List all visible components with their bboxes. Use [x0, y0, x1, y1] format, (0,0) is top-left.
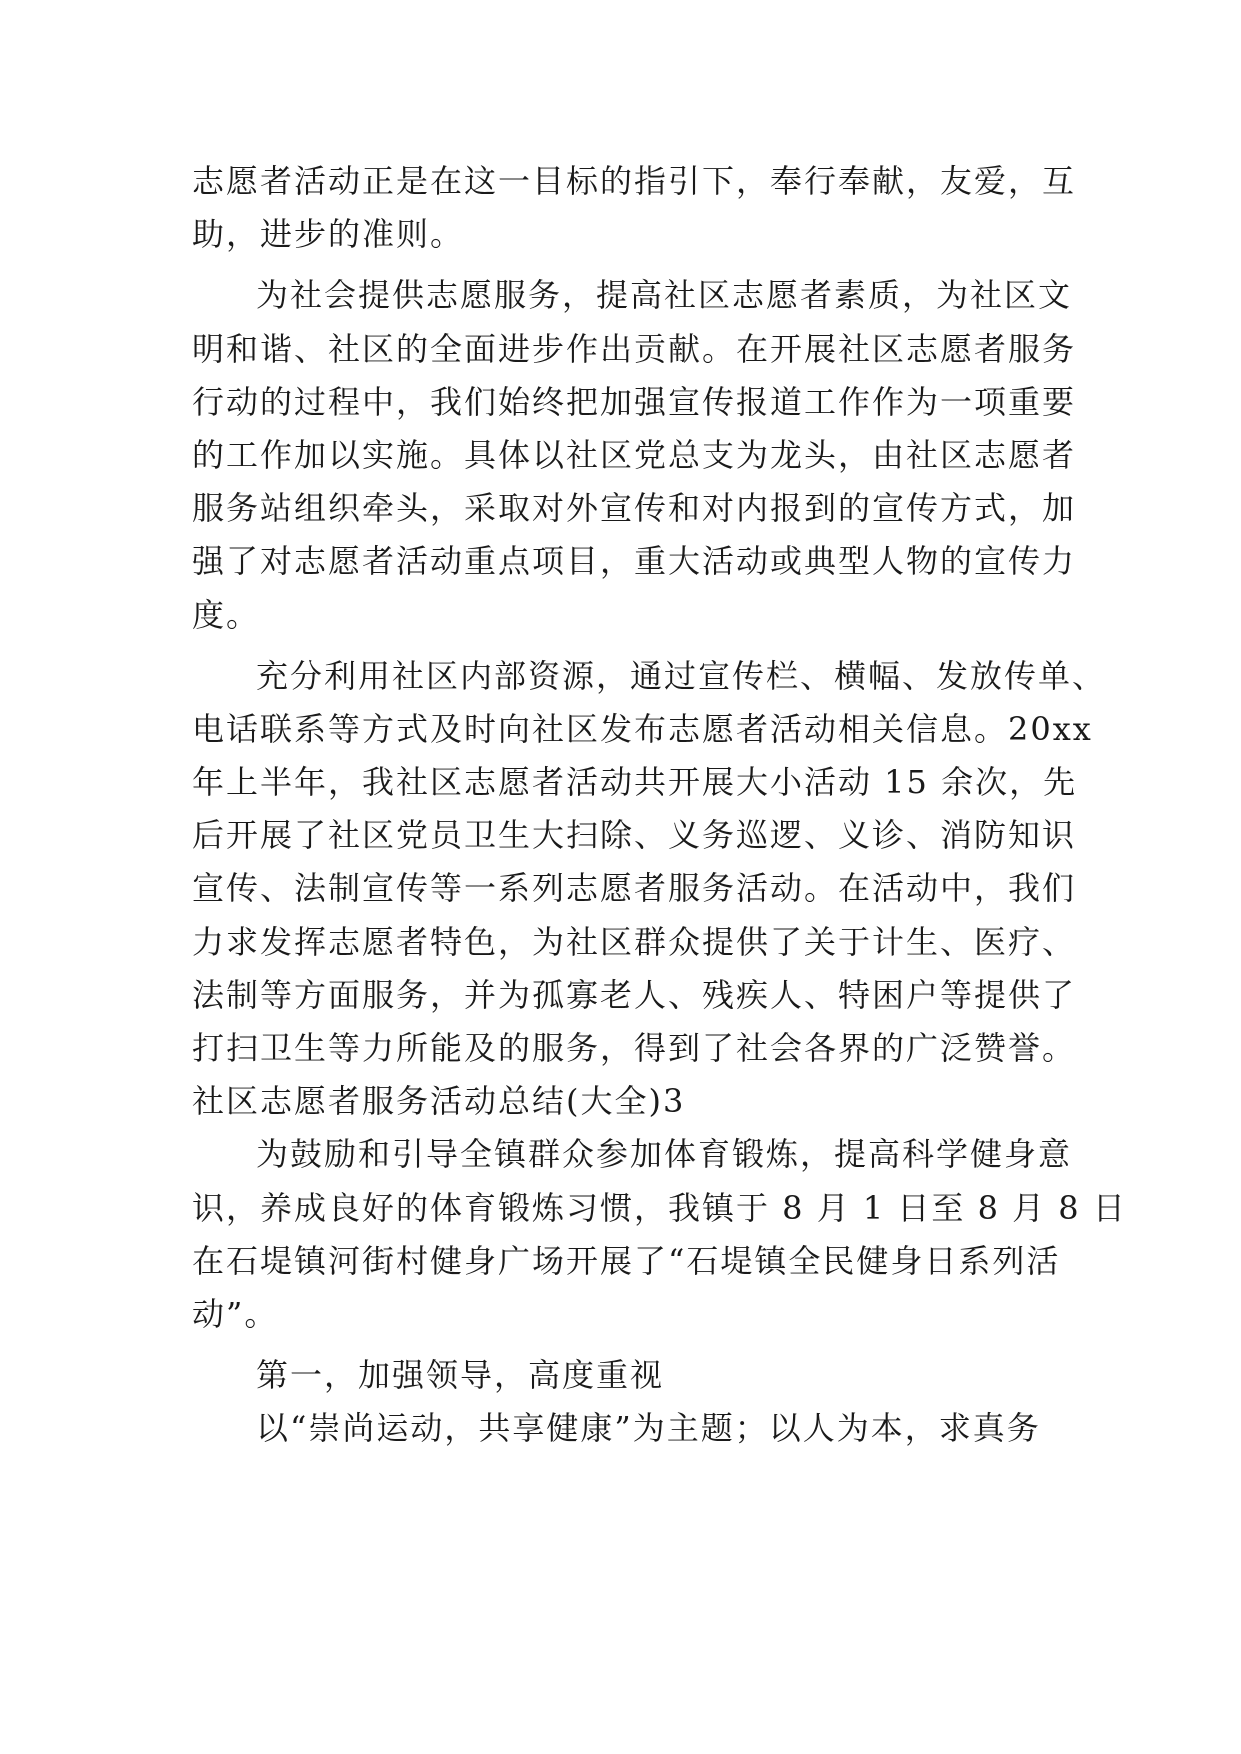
paragraph-start: 以“崇尚运动，共享健康”为主题；以人为本，求真务 — [256, 1409, 1041, 1448]
text-line: 力求发挥志愿者特色，为社区群众提供了关于计生、医疗、 — [192, 922, 1077, 961]
text-line: 在石堤镇河街村健身广场开展了“石堤镇全民健身日系列活 — [192, 1241, 1061, 1280]
text-line: 法制等方面服务，并为孤寡老人、残疾人、特困户等提供了 — [192, 975, 1077, 1014]
document-body — [192, 155, 1127, 1456]
text-line: 宣传、法制宣传等一系列志愿者服务活动。在活动中，我们 — [192, 869, 1077, 908]
subheading: 第一，加强领导，高度重视 — [256, 1356, 665, 1395]
text-line: 强了对志愿者活动重点项目，重大活动或典型人物的宣传力 — [192, 542, 1077, 581]
paragraph-start: 为鼓励和引导全镇群众参加体育锻炼，提高科学健身意 — [256, 1135, 1073, 1174]
text-line: 行动的过程中，我们始终把加强宣传报道工作作为一项重要 — [192, 382, 1077, 421]
text-line: 动”。 — [192, 1294, 279, 1333]
text-line: 识，养成良好的体育锻炼习惯，我镇于 8 月 1 日至 8 月 8 日 — [192, 1188, 1127, 1227]
text-line: 明和谐、社区的全面进步作出贡献。在开展社区志愿者服务 — [192, 329, 1077, 368]
text-line: 后开展了社区党员卫生大扫除、义务巡逻、义诊、消防知识 — [192, 816, 1077, 855]
text-line: 打扫卫生等力所能及的服务，得到了社会各界的广泛赞誉。 — [192, 1029, 1077, 1067]
text-line: 度。 — [192, 595, 261, 634]
text-line: 电话联系等方式及时向社区发布志愿者活动相关信息。20xx — [192, 709, 1093, 748]
text-line: 服务站组织牵头，采取对外宣传和对内报到的宣传方式，加 — [192, 489, 1077, 528]
paragraph-start: 充分利用社区内部资源，通过宣传栏、横幅、发放传单、 — [256, 656, 1107, 695]
text-line: 助，进步的准则。 — [192, 215, 465, 254]
text-line: 的工作加以实施。具体以社区党总支为龙头，由社区志愿者 — [192, 435, 1077, 474]
text-line: 年上半年，我社区志愿者活动共开展大小活动 15 余次，先 — [192, 763, 1078, 802]
text-line: 志愿者活动正是在这一目标的指引下，奉行奉献，友爱，互 — [192, 162, 1077, 200]
paragraph-start: 为社会提供志愿服务，提高社区志愿者素质，为社区文 — [256, 276, 1073, 315]
section-heading: 社区志愿者服务活动总结(大全)3 — [192, 1082, 686, 1121]
